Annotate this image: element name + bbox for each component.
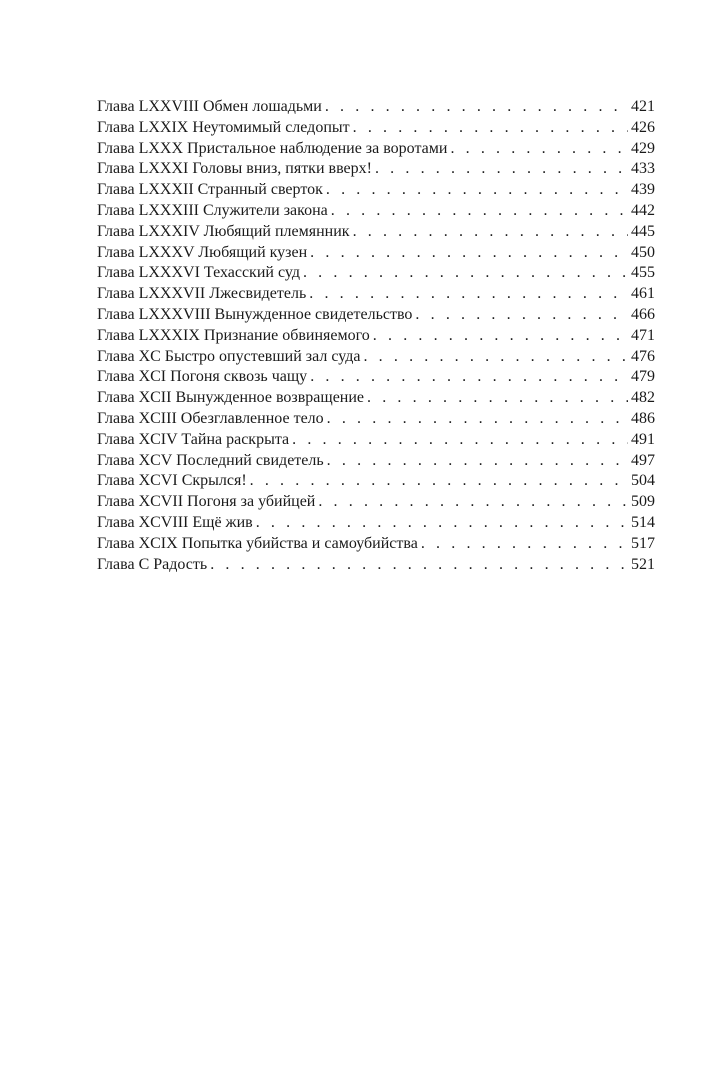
dot-leader — [327, 409, 628, 430]
page-number: 517 — [631, 534, 655, 552]
page-number: 445 — [631, 222, 655, 240]
chapter-title: Глава XCI Погоня сквозь чащу — [97, 368, 308, 386]
page-number: 479 — [631, 368, 655, 386]
chapter-title: Глава XCIX Попытка убийства и самоубийства — [97, 534, 418, 552]
dot-leader — [309, 284, 628, 305]
dot-leader — [363, 347, 628, 368]
toc-entry — [97, 180, 655, 201]
toc-entry — [97, 201, 655, 222]
chapter-title: Глава LXXXIX Признание обвиняемого — [97, 326, 370, 344]
dot-leader — [250, 471, 628, 492]
page-number: 471 — [631, 326, 655, 344]
toc-entry — [97, 284, 655, 305]
toc-entry — [97, 326, 655, 347]
toc-entry — [97, 388, 655, 409]
chapter-title: Глава LXXXVII Лжесвидетель — [97, 285, 307, 303]
dot-leader — [327, 451, 628, 472]
dot-leader — [310, 367, 628, 388]
dot-leader — [373, 326, 628, 347]
chapter-title: Глава XCIV Тайна раскрыта — [97, 430, 290, 448]
table-of-contents — [97, 97, 655, 575]
chapter-title: Глава LXXXVI Техасский суд — [97, 264, 300, 282]
page-number: 421 — [631, 98, 655, 115]
toc-entry — [97, 243, 655, 264]
dot-leader — [450, 139, 628, 160]
toc-entry — [97, 534, 655, 555]
page-number: 521 — [631, 555, 655, 573]
page-number: 466 — [631, 305, 655, 323]
toc-entry — [97, 305, 655, 326]
chapter-title: Глава LXXIX Неутомимый следопыт — [97, 118, 350, 136]
chapter-title: Глава XCV Последний свидетель — [97, 451, 324, 469]
chapter-title: Глава LXXXIV Любящий племянник — [97, 222, 350, 240]
toc-entry — [97, 139, 655, 160]
toc-entry — [97, 430, 655, 451]
chapter-title: Глава LXXXI Головы вниз, пятки вверх! — [97, 160, 372, 178]
dot-leader — [256, 513, 628, 534]
dot-leader — [303, 263, 628, 284]
dot-leader — [210, 555, 628, 576]
chapter-title: Глава XC Быстро опустевший зал суда — [97, 347, 361, 365]
toc-entry — [97, 347, 655, 368]
page-number: 455 — [631, 264, 655, 282]
dot-leader — [353, 118, 628, 139]
toc-entry — [97, 555, 655, 576]
toc-entry — [97, 222, 655, 243]
dot-leader — [367, 388, 628, 409]
page-number: 486 — [631, 409, 655, 427]
toc-entry — [97, 97, 655, 118]
dot-leader — [353, 222, 628, 243]
page-number: 439 — [631, 181, 655, 199]
toc-entry — [97, 367, 655, 388]
toc-entry — [97, 118, 655, 139]
page-number: 482 — [631, 389, 655, 407]
chapter-title: Глава XCII Вынужденное возвращение — [97, 389, 365, 407]
dot-leader — [331, 201, 628, 222]
toc-entry — [97, 159, 655, 180]
chapter-title: Глава C Радость — [97, 555, 208, 573]
chapter-title: Глава LXXVIII Обмен лошадьми — [97, 98, 322, 115]
page-number: 509 — [631, 493, 655, 511]
toc-entry — [97, 471, 655, 492]
dot-leader — [415, 305, 628, 326]
page-number: 476 — [631, 347, 655, 365]
dot-leader — [325, 97, 628, 118]
chapter-title: Глава LXXXIII Служители закона — [97, 201, 328, 219]
page-number: 497 — [631, 451, 655, 469]
dot-leader — [421, 534, 628, 555]
toc-entry — [97, 492, 655, 513]
page-number: 491 — [631, 430, 655, 448]
page-number: 450 — [631, 243, 655, 261]
toc-entry — [97, 409, 655, 430]
chapter-title: Глава LXXXII Странный сверток — [97, 181, 323, 199]
toc-entry — [97, 513, 655, 534]
dot-leader — [318, 492, 628, 513]
chapter-title: Глава XCVII Погоня за убийцей — [97, 493, 316, 511]
dot-leader — [292, 430, 628, 451]
page-number: 426 — [631, 118, 655, 136]
dot-leader — [375, 159, 628, 180]
chapter-title: Глава LXXX Пристальное наблюдение за воротами — [97, 139, 448, 157]
toc-entry — [97, 263, 655, 284]
chapter-title: Глава XCVIII Ещё жив — [97, 513, 253, 531]
page-number: 433 — [631, 160, 655, 178]
page-number: 429 — [631, 139, 655, 157]
page-number: 504 — [631, 472, 655, 490]
chapter-title: Глава LXXXVIII Вынужденное свидетельство — [97, 305, 413, 323]
chapter-title: Глава XCIII Обезглавленное тело — [97, 409, 324, 427]
dot-leader — [326, 180, 628, 201]
page-number: 461 — [631, 285, 655, 303]
page-number: 514 — [631, 513, 655, 531]
dot-leader — [310, 243, 628, 264]
chapter-title: Глава LXXXV Любящий кузен — [97, 243, 308, 261]
page-number: 442 — [631, 201, 655, 219]
toc-entry — [97, 451, 655, 472]
chapter-title: Глава XCVI Скрылся! — [97, 472, 247, 490]
